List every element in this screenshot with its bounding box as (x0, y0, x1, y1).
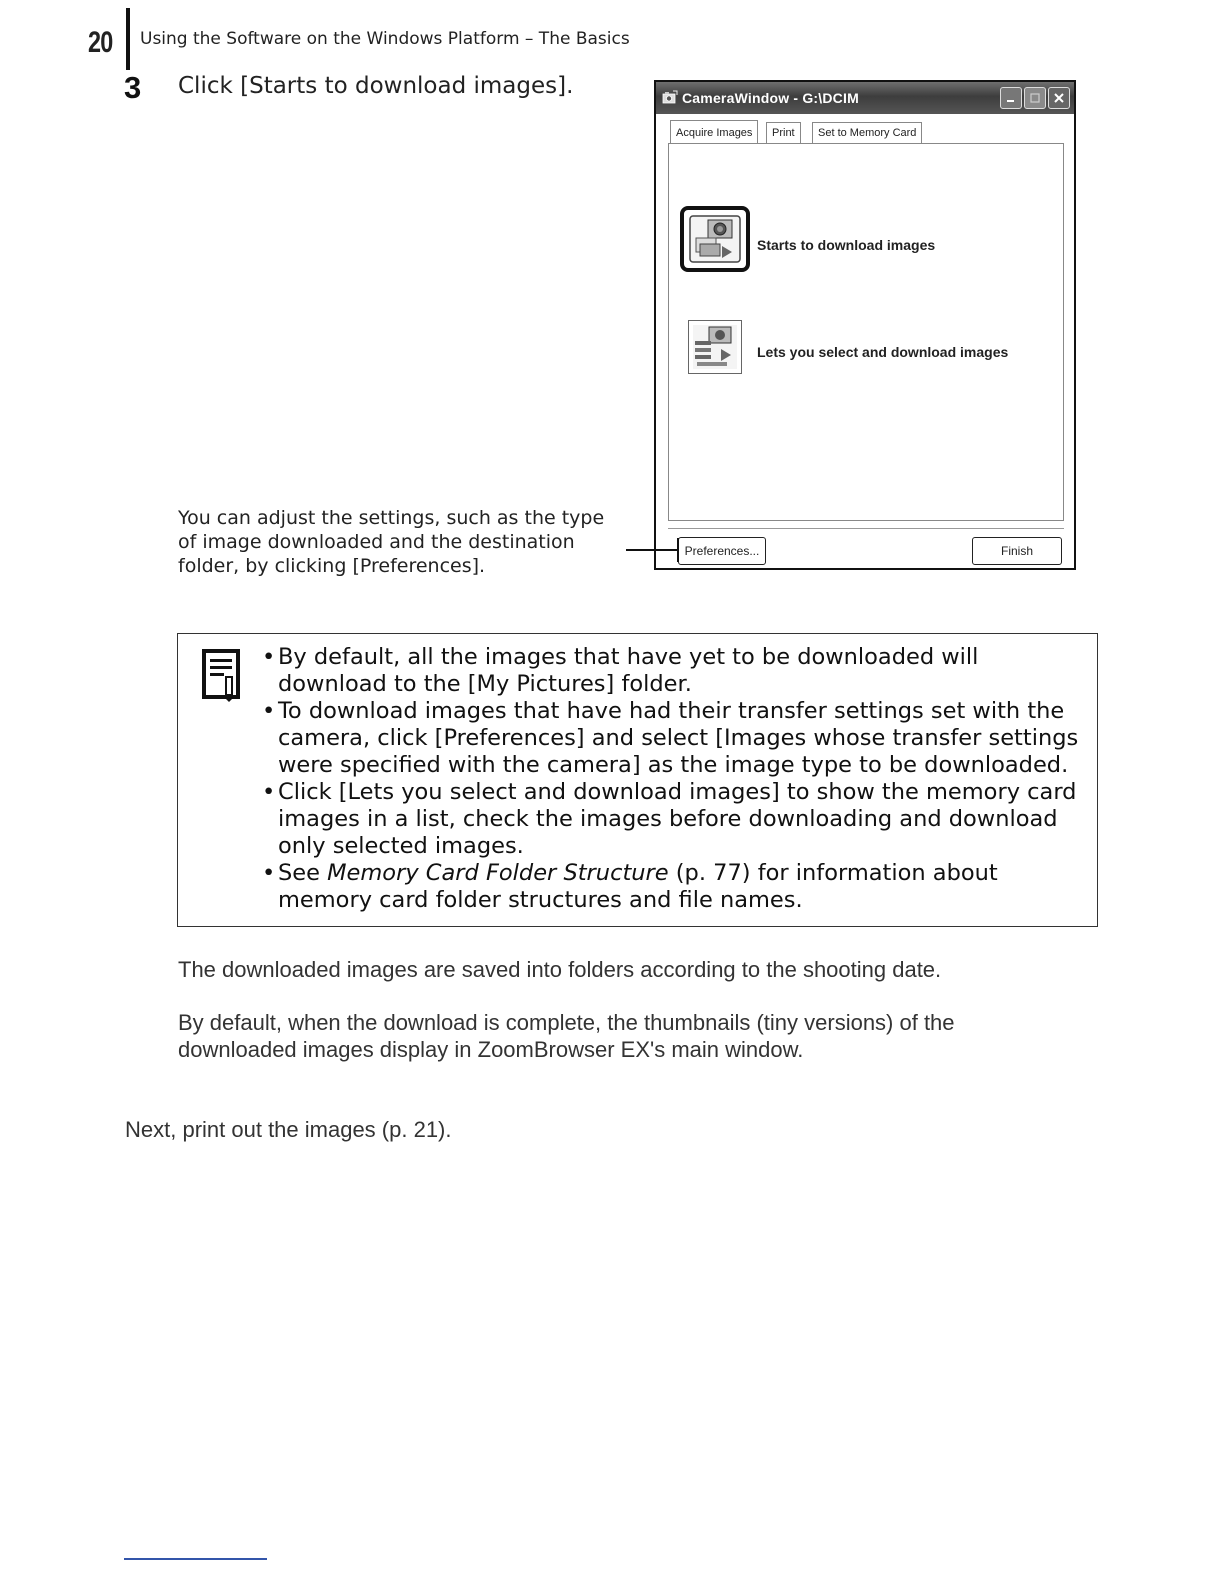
note-item-text: Click [Lets you select and download images] to show the memory card images in a list, check the images before downloading and download only selected images. (278, 779, 1077, 859)
window-separator (668, 528, 1064, 529)
caption-leader-tick (677, 538, 679, 562)
window-title: CameraWindow - G:\DCIM (682, 90, 859, 106)
tab-acquire-images[interactable]: Acquire Images (670, 120, 758, 143)
note-item-text: To download images that have had their transfer settings set with the camera, click [Preferences] and select [Images whose transfer settings were specified with the camera] as the image type to be downloaded. (278, 698, 1079, 778)
starts-download-button[interactable] (680, 206, 750, 272)
camera-window-icon (662, 89, 678, 105)
tab-set-to-memory-card[interactable]: Set to Memory Card (812, 122, 922, 143)
body-paragraph: By default, when the download is complete, the thumbnails (tiny versions) of the downloaded images display in ZoomBrowser EX's main window. (178, 1010, 955, 1062)
select-download-icon (689, 321, 741, 373)
bullet: • (262, 860, 276, 886)
note-item (262, 644, 1082, 698)
reference-title: Memory Card Folder Structure (327, 860, 669, 886)
bullet: • (262, 698, 276, 724)
caption-leader-line (626, 549, 678, 551)
note-item (262, 698, 1082, 779)
note-item-text-post: (p. 77) for information about memory card folder structures and file names. (278, 860, 998, 913)
tab-print[interactable]: Print (766, 122, 801, 143)
close-icon (1052, 91, 1066, 105)
note-item-text: By default, all the images that have yet to be downloaded will download to the [My Pictures] folder. (278, 644, 979, 697)
preferences-button[interactable]: Preferences... (678, 537, 766, 565)
note-item-text-pre: See (278, 860, 328, 886)
camera-window (654, 80, 1076, 570)
window-titlebar (656, 82, 1074, 114)
select-download-button[interactable] (688, 320, 742, 374)
step-instruction: Click [Starts to download images]. (178, 73, 574, 99)
body-paragraph: The downloaded images are saved into folders according to the shooting date. (178, 957, 942, 982)
maximize-button[interactable] (1024, 87, 1046, 109)
header-rule (126, 8, 130, 70)
close-button[interactable] (1048, 87, 1070, 109)
header-title: Using the Software on the Windows Platform – The Basics (140, 29, 630, 49)
page-number: 20 (88, 26, 113, 59)
bullet: • (262, 644, 276, 670)
preferences-caption: You can adjust the settings, such as the type of image downloaded and the destination folder, by clicking [Preferences]. (178, 507, 605, 577)
note-box (177, 633, 1098, 927)
starts-download-label[interactable]: Starts to download images (757, 237, 936, 253)
next-step-paragraph: Next, print out the images (p. 21). (125, 1117, 452, 1142)
note-list (262, 644, 1082, 914)
camera-download-icon (684, 210, 746, 268)
select-download-label[interactable]: Lets you select and download images (757, 344, 1009, 360)
step-number: 3 (124, 70, 142, 105)
note-item (262, 860, 1082, 914)
bullet: • (262, 779, 276, 805)
maximize-icon (1028, 91, 1042, 105)
footer-rule (124, 1558, 267, 1560)
acquire-images-panel (668, 143, 1064, 521)
minimize-button[interactable] (1000, 87, 1022, 109)
minimize-icon (1004, 91, 1018, 105)
note-item (262, 779, 1082, 860)
memo-icon (201, 648, 245, 702)
finish-button[interactable]: Finish (972, 537, 1062, 565)
